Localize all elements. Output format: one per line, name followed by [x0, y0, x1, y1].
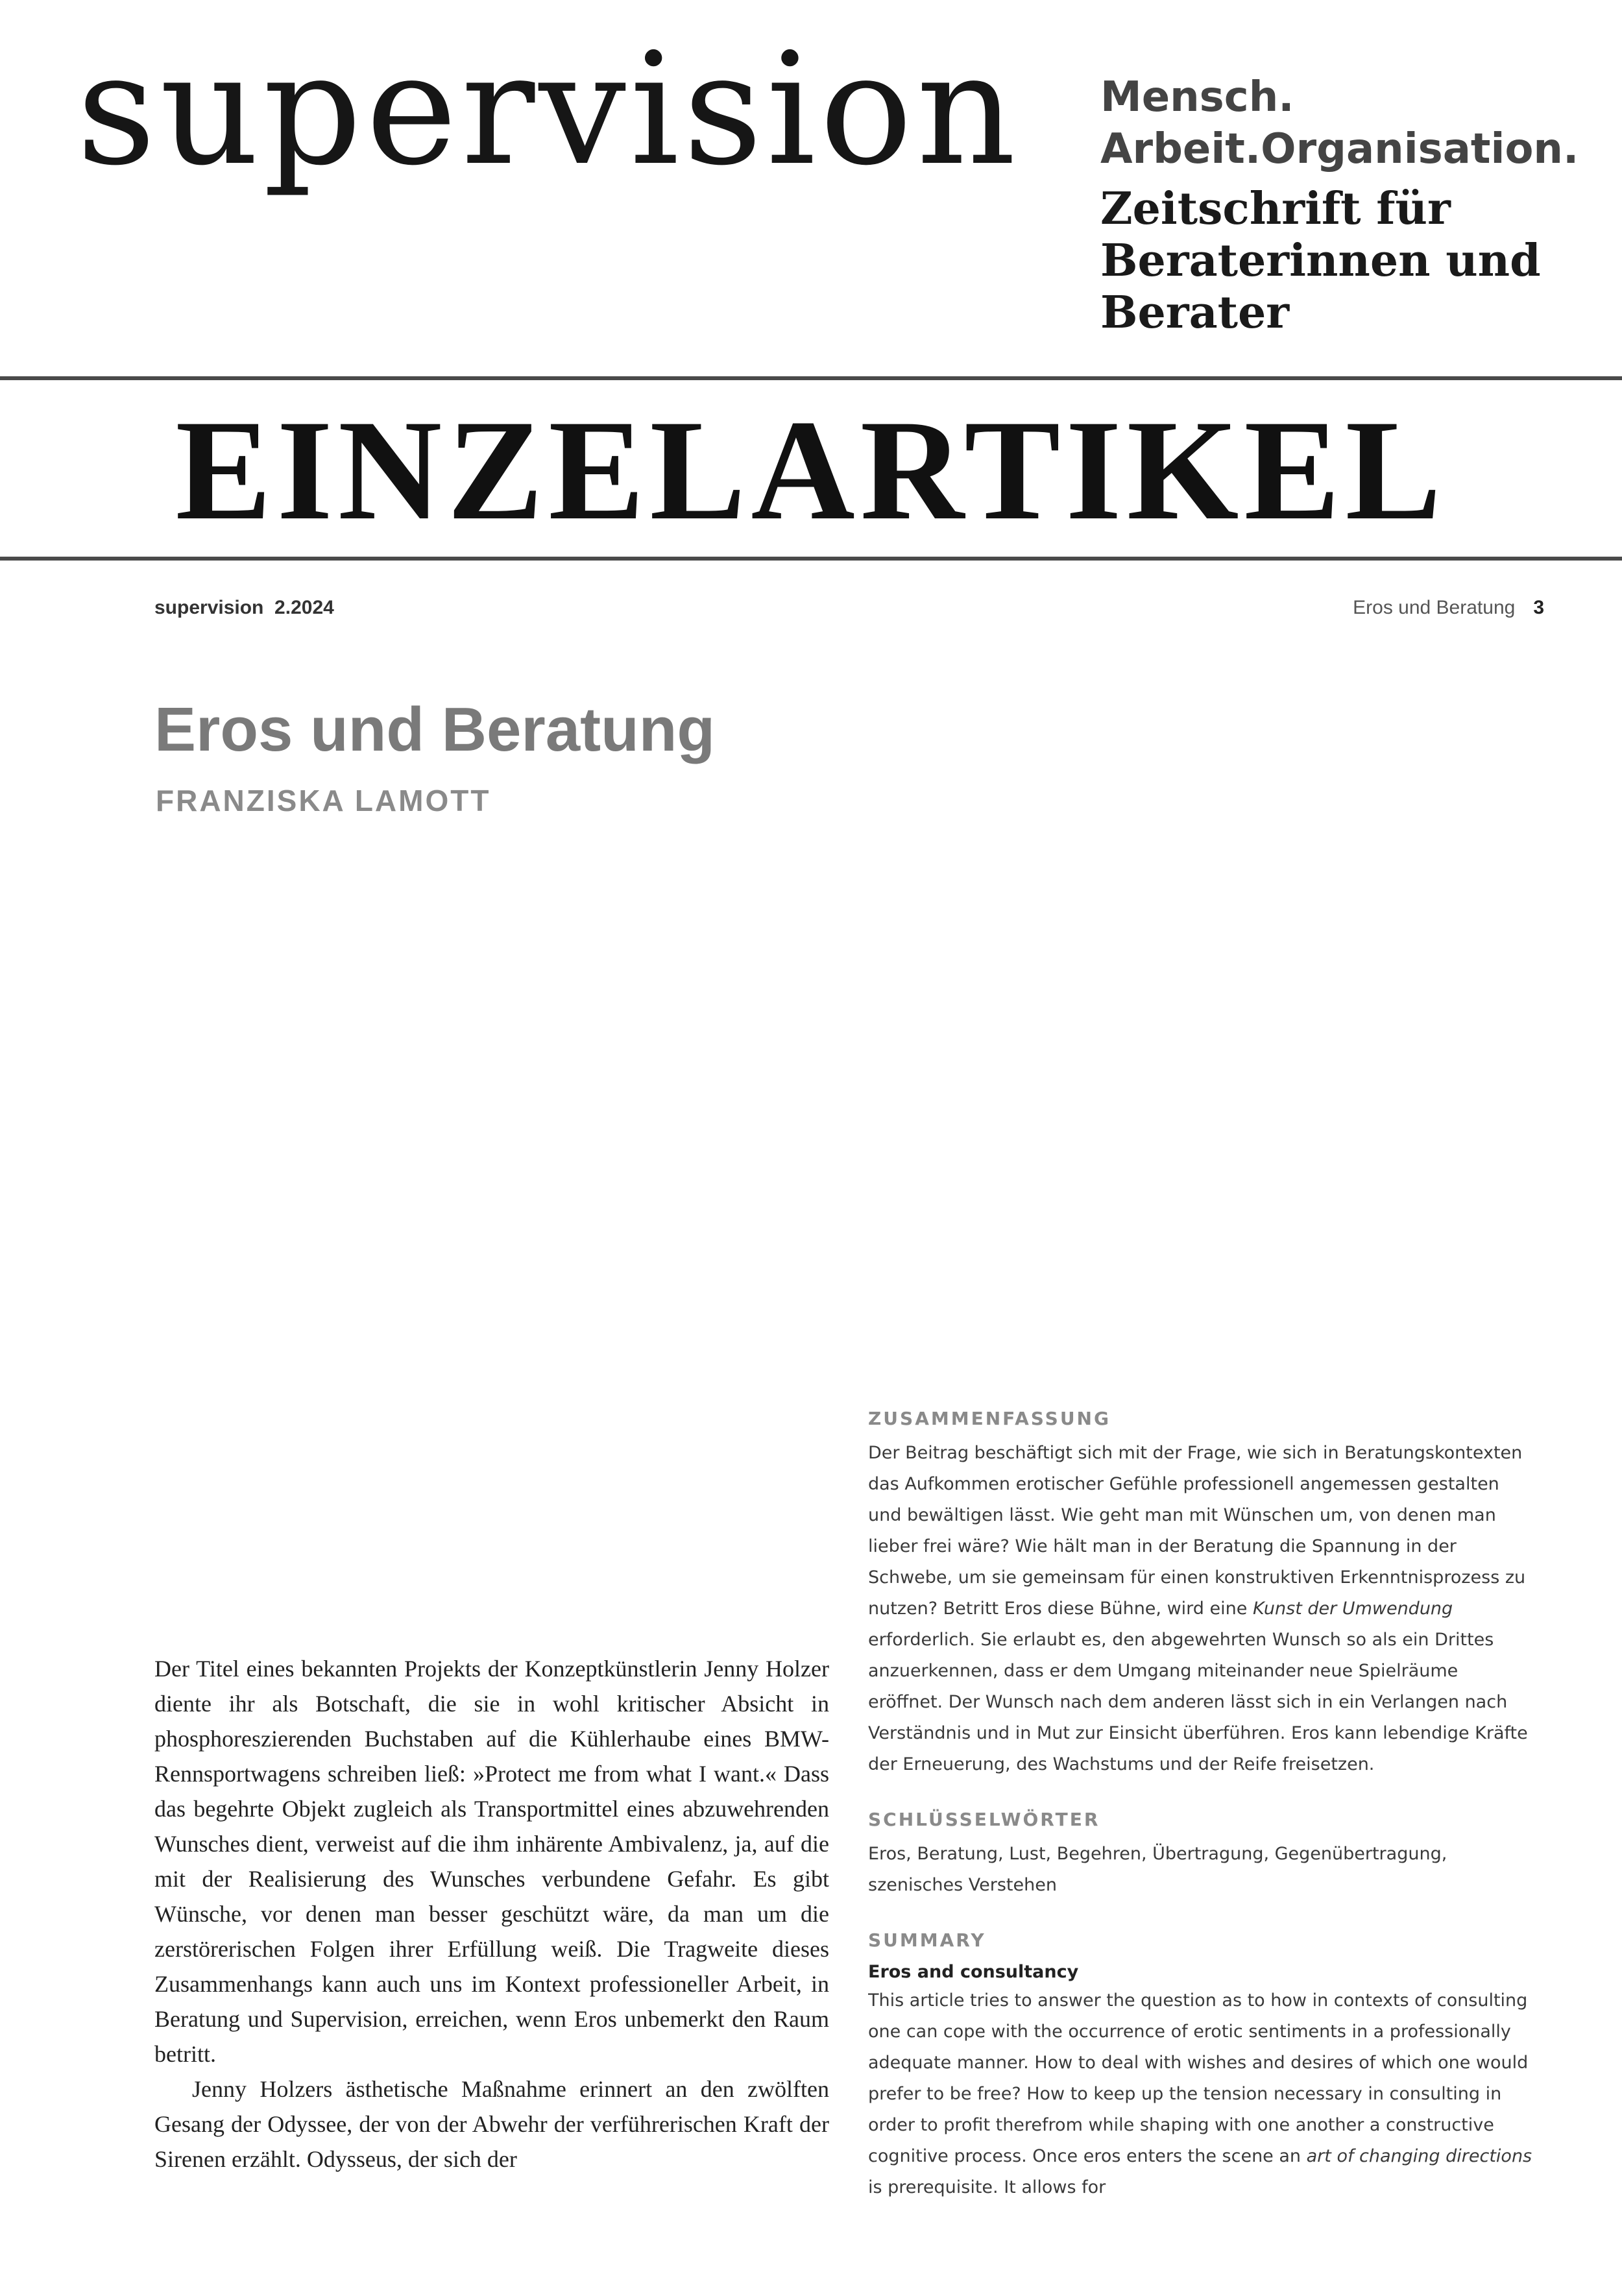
- abstract-text: [868, 1438, 1536, 1780]
- tagline-line-1: Mensch.: [1100, 73, 1294, 121]
- article-author: FRANZISKA LAMOTT: [156, 784, 491, 817]
- magazine-tagline: [1100, 71, 1579, 175]
- banner-rule-bottom: [0, 557, 1622, 561]
- subtitle-line-2: Beraterinnen und: [1100, 235, 1541, 287]
- summary-subtitle: Eros and consultancy: [868, 1962, 1079, 1982]
- running-header-issue: supervision 2.2024: [154, 597, 334, 618]
- subtitle-line-3: Berater: [1100, 287, 1290, 339]
- magazine-logo: supervision: [77, 20, 1020, 200]
- tagline-line-2: Arbeit.Organisation.: [1100, 125, 1579, 173]
- body-paragraph: Der Titel eines bekannten Projekts der Konzeptkünstlerin Jenny Holzer diente ihr als Botschaft, die sie in wohl kritischer Absicht in phosphoreszierenden Buchstaben auf die Kühlerhaube eines BMW- Rennsportwagens schreiben ließ: »Protect me from what I want.« Dass das begehrte Objekt zugleich als Transportmittel eines abzuwehrenden Wunsches dient, verweist auf die ihm inhärente Ambivalenz, ja, auf die mit der Realisierung des Wunsches verbundene Gefahr. Es gibt Wünsche, vor denen man besser geschützt wäre, da man um die zerstörerischen Folgen ihrer Erfüllung weiß. Die Tragweite dieses Zusammenhangs kann auch uns im Kontext professioneller Arbeit, in Beratung und Supervision, erreichen, wenn Eros unbemerkt den Raum betritt.: [154, 1656, 829, 2067]
- summary-italic: art of changing directions: [1306, 2146, 1532, 2166]
- page-number: 3: [1533, 597, 1544, 618]
- article-title: Eros und Beratung: [154, 695, 716, 764]
- abstract-text-part: erforderlich. Sie erlaubt es, den abgewehrten Wunsch so als ein Drittes anzuerkennen, dass er dem Umgang miteinander neue Spielräume eröffnet. Der Wunsch nach dem anderen lässt sich in ein Verlangen nach Verständnis und in Mut zur Einsicht überführen. Eros kann lebendige Kräfte der Erneuerung, des Wachstums und der Reife freisetzen.: [868, 1630, 1528, 1774]
- magazine-subtitle: [1100, 183, 1541, 339]
- banner-rule-top: [0, 376, 1622, 380]
- article-body: [154, 1651, 829, 2232]
- summary-text-part: is prerequisite. It allows for: [868, 2177, 1106, 2197]
- abstract-text-part: Der Beitrag beschäftigt sich mit der Frage, wie sich in Beratungskontexten das Aufkommen erotischer Gefühle professionell angemessen gestalten und bewältigen lässt. Wie geht man mit Wünschen um, von denen man lieber frei wäre? Wie hält man in der Beratung die Spannung in der Schwebe, um sie gemeinsam für einen konstruktiven Erkenntnisprozess zu nutzen? Betritt Eros diese Bühne, wird eine: [868, 1443, 1526, 1619]
- banner-title: EINZELARTIKEL: [175, 391, 1447, 550]
- keywords-text: Eros, Beratung, Lust, Begehren, Übertragung, Gegenübertragung, szenisches Verstehen: [868, 1844, 1447, 1895]
- running-header-title: Eros und Beratung: [1353, 597, 1516, 618]
- body-paragraph: Jenny Holzers ästhetische Maßnahme erinnert an den zwölften Gesang der Odyssee, der von der Abwehr der verführerischen Kraft der Sirenen erzählt. Odysseus, der sich der: [154, 2076, 829, 2172]
- keywords-heading: SCHLÜSSELWÖRTER: [868, 1809, 1100, 1830]
- running-header-right: [1353, 597, 1544, 619]
- subtitle-line-1: Zeitschrift für: [1100, 183, 1451, 235]
- summary-text: [868, 1985, 1536, 2203]
- abstract-heading: ZUSAMMENFASSUNG: [868, 1408, 1111, 1429]
- summary-text-part: This article tries to answer the question as to how in contexts of consulting one can cope with the occurrence of erotic sentiments in a professionally adequate manner. How to deal with wishes and desires of which one would prefer to be free? How to keep up the tension necessary in consulting in order to profit therefrom while shaping with one another a constructive cognitive process. Once eros enters the scene an: [868, 1990, 1529, 2166]
- summary-heading: SUMMARY: [868, 1929, 986, 1951]
- abstract-column: [868, 1407, 1536, 2232]
- abstract-italic: Kunst der Umwendung: [1252, 1599, 1453, 1619]
